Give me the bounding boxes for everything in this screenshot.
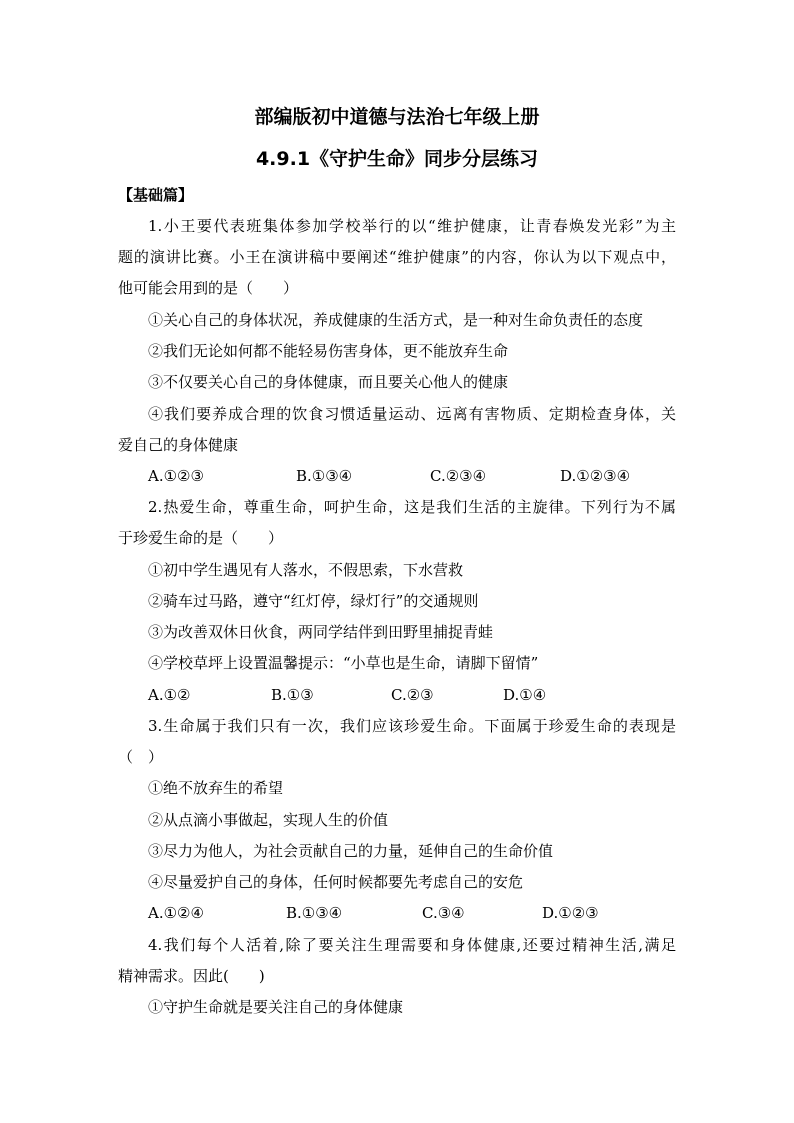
question-3-statement-4: ④尽量爱护自己的身体，任何时候都要先考虑自己的安危 xyxy=(148,873,524,891)
option-d: D.①②③ xyxy=(542,904,599,922)
question-1-line-3: 他可能会用到的是（ ） xyxy=(118,279,299,297)
option-a: A.①②③ xyxy=(148,467,204,485)
option-c: C.②③④ xyxy=(430,467,487,485)
option-d: D.①②③④ xyxy=(560,467,631,485)
section-heading: 【基础篇】 xyxy=(118,186,194,204)
document-title: 部编版初中道德与法治七年级上册 xyxy=(254,106,540,128)
question-3-statement-2: ②从点滴小事做起，实现人生的价值 xyxy=(148,811,389,829)
question-2-statement-1: ①初中学生遇见有人落水，不假思索，下水营救 xyxy=(148,561,464,579)
option-d: D.①④ xyxy=(503,686,547,704)
question-1-line-1: 1.小王要代表班集体参加学校举行的以“维护健康，让青春焕发光彩”为主 xyxy=(148,217,676,235)
question-3-statement-3: ③尽力为他人，为社会贡献自己的力量，延伸自己的生命价值 xyxy=(148,842,554,860)
option-a: A.①②④ xyxy=(148,904,204,922)
question-3-line-2: （ ） xyxy=(118,748,164,766)
option-c: C.②③ xyxy=(391,686,434,704)
question-2-line-1: 2.热爱生命，尊重生命，呵护生命，这是我们生活的主旋律。下列行为不属 xyxy=(148,498,676,516)
question-1-statement-4-cont: 爱自己的身体健康 xyxy=(118,436,239,454)
question-2-statement-2: ②骑车过马路，遵守“红灯停，绿灯行”的交通规则 xyxy=(148,592,479,610)
option-c: C.③④ xyxy=(422,904,465,922)
option-b: B.①③④ xyxy=(286,904,343,922)
question-4-line-2: 精神需求。因此( ) xyxy=(118,967,265,985)
question-2-line-2: 于珍爱生命的是（ ） xyxy=(118,529,284,547)
question-1-statement-2: ②我们无论如何都不能轻易伤害身体，更不能放弃生命 xyxy=(148,342,509,360)
question-3-statement-1: ①绝不放弃生的希望 xyxy=(148,779,284,797)
option-a: A.①② xyxy=(148,686,191,704)
option-b: B.①③④ xyxy=(296,467,353,485)
question-2-statement-3: ③为改善双休日伙食，两同学结伴到田野里捕捉青蛙 xyxy=(148,623,494,641)
question-2-statement-4: ④学校草坪上设置温馨提示：“小草也是生命，请脚下留情” xyxy=(148,654,539,672)
question-1-statement-4: ④我们要养成合理的饮食习惯适量运动、远离有害物质、定期检查身体，关 xyxy=(148,405,676,423)
option-b: B.①③ xyxy=(271,686,314,704)
question-1-statement-1: ①关心自己的身体状况，养成健康的生活方式，是一种对生命负责任的态度 xyxy=(148,311,644,329)
document-subtitle: 4.9.1《守护生命》同步分层练习 xyxy=(255,148,539,170)
question-4-line-1: 4.我们每个人活着,除了要关注生理需要和身体健康,还要过精神生活,满足 xyxy=(148,936,676,954)
question-1-statement-3: ③不仅要关心自己的身体健康，而且要关心他人的健康 xyxy=(148,373,509,391)
question-1-line-2: 题的演讲比赛。小王在演讲稿中要阐述“维护健康”的内容，你认为以下观点中， xyxy=(118,248,676,266)
question-3-line-1: 3.生命属于我们只有一次，我们应该珍爱生命。下面属于珍爱生命的表现是 xyxy=(148,717,676,735)
question-4-statement-1: ①守护生命就是要关注自己的身体健康 xyxy=(148,998,404,1016)
